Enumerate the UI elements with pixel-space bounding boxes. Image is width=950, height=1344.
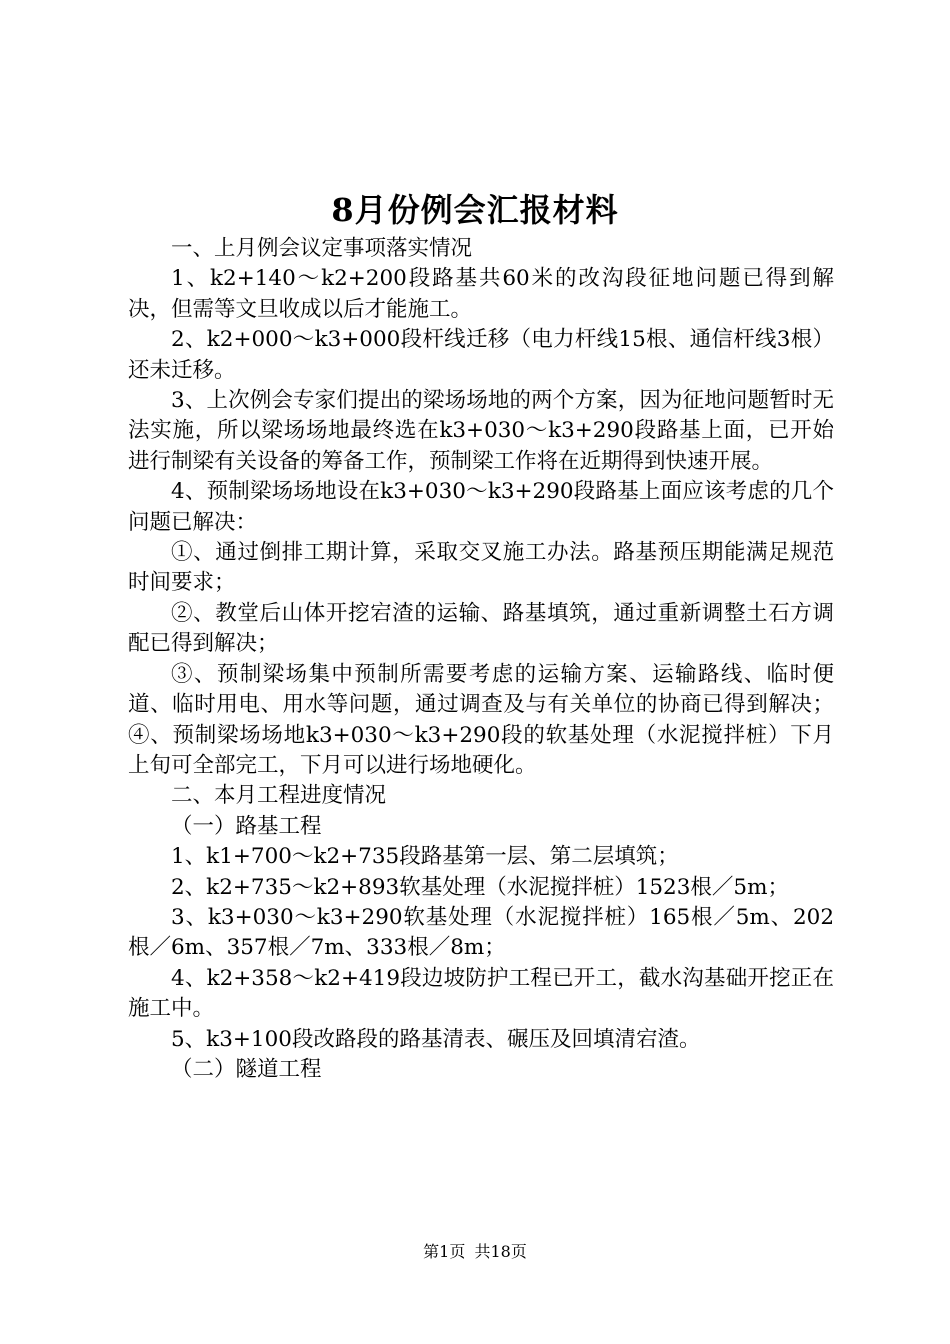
subsection-heading-tunnel: （二）隧道工程: [171, 1056, 322, 1082]
paragraph-sub-2: ②、教堂后山体开挖宕渣的运输、路基填筑，通过重新调整土石方调配已得到解决；: [128, 600, 834, 657]
progress-item-3: 3、k3+030～k3+290软基处理（水泥搅拌桩）165根／5m、202根／6m、357根／7m、333根／8m；: [128, 904, 834, 961]
page-total: 共18页: [474, 1242, 527, 1261]
progress-item-1: 1、k1+700～k2+735段路基第一层、第二层填筑；: [171, 844, 679, 870]
document-body: [128, 234, 834, 1085]
page-footer: [0, 1240, 950, 1264]
progress-item-5: 5、k3+100段改路段的路基清表、碾压及回填清宕渣。: [171, 1026, 701, 1052]
paragraph-item-1: 1、k2+140～k2+200段路基共60米的改沟段征地问题已得到解决，但需等文旦收成以后才能施工。: [128, 266, 834, 322]
page-number: 第1页: [423, 1242, 466, 1261]
progress-item-2: 2、k2+735～k2+893软基处理（水泥搅拌桩）1523根／5m；: [171, 874, 789, 900]
section-heading-1: 一、上月例会议定事项落实情况: [171, 236, 473, 261]
section-heading-2: 二、本月工程进度情况: [171, 783, 387, 809]
subsection-heading-roadbed: （一）路基工程: [171, 813, 322, 839]
paragraph-sub-1: ①、通过倒排工期计算，采取交叉施工办法。路基预压期能满足规范时间要求；: [128, 540, 834, 596]
paragraph-item-4: 4、预制梁场场地设在k3+030～k3+290段路基上面应该考虑的几个问题已解决：: [128, 479, 834, 535]
paragraph-item-3: 3、上次例会专家们提出的梁场场地的两个方案，因为征地问题暂时无法实施，所以梁场场地最终选在k3+030～k3+290段路基上面，已开始进行制梁有关设备的筹备工作，预制梁工作将在近期得到快速开展。: [128, 388, 834, 474]
paragraph-item-2: 2、k2+000～k3+000段杆线迁移（电力杆线15根、通信杆线3根）还未迁移。: [128, 327, 834, 383]
paragraph-sub-3: ③、预制梁场集中预制所需要考虑的运输方案、运输路线、临时便道、临时用电、用水等问题，通过调查及与有关单位的协商已得到解决；④、预制梁场场地k3+030～k3+290段的软基处理（水泥搅拌桩）下月上旬可全部完工，下月可以进行场地硬化。: [128, 661, 834, 778]
document-title: 8月份例会汇报材料: [331, 191, 619, 229]
progress-item-4: 4、k2+358～k2+419段边坡防护工程已开工，截水沟基础开挖正在施工中。: [128, 965, 834, 1022]
